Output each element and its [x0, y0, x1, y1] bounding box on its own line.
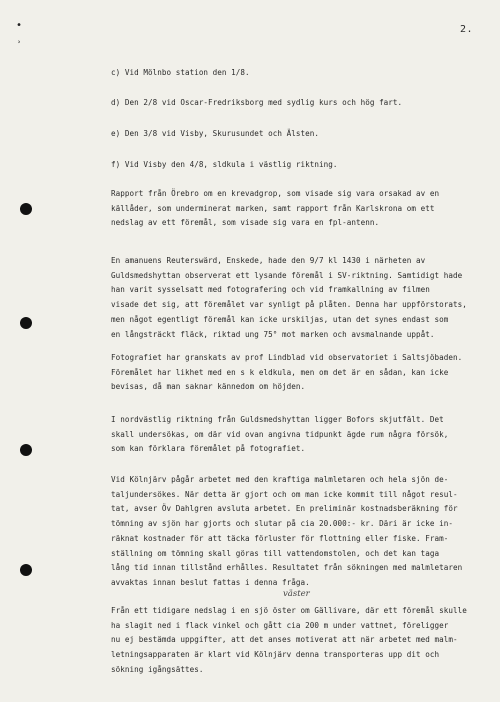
text-line: visade det sig, att föremålet var synligt på plåten. Denna har uppförstorats,	[111, 300, 467, 310]
margin-dot-mark: •	[16, 20, 23, 31]
text-line: tömning av sjön har gjorts och slutar på cia 20.000:- kr. Däri är icke in-	[111, 519, 454, 529]
text-line: bevisas, då man saknar kännedom om höjden.	[111, 382, 306, 392]
text-line: I nordvästlig riktning från Guldsmedshyttan ligger Bofors skjutfält. Det	[111, 415, 444, 424]
text-line: Vid Kölnjärv pågår arbetet med den kraftiga malmletaren och hela sjön de-	[111, 475, 449, 484]
paragraph	[111, 413, 497, 457]
text-line: taljundersökes. När detta är gjort och om man icke kommit till något resul-	[111, 489, 458, 499]
text-line: men något egentligt föremål kan icke urskiljas, utan det synes endast som	[111, 314, 449, 324]
text-line: han varit sysselsatt med fotografering och vid framkallning av filmen	[111, 285, 430, 295]
text-line: Fotografiet har granskats av prof Lindblad vid observatoriet i Saltsjöbaden.	[111, 353, 463, 362]
paragraph	[111, 604, 497, 678]
text-line: ha slagit ned i flack vinkel och gått cia 200 m under vattnet, föreligger	[111, 620, 449, 630]
text-line: Guldsmedshyttan observerat ett lysande föremål i SV-riktning. Samtidigt hade	[111, 270, 463, 280]
handwritten-correction: väster	[283, 589, 310, 599]
punch-hole	[20, 317, 32, 329]
text-line: lång tid innan tillstånd erhålles. Resultatet från sökningen med malmletaren	[111, 563, 463, 573]
text-line: En amanuens Reuterswärd, Enskede, hade den 9/7 kl 1430 i närheten av	[111, 256, 426, 265]
text-line: letningsapparaten är klart vid Kölnjärv denna transporteras upp dit och	[111, 650, 440, 660]
paragraph	[111, 254, 497, 342]
text-line: tat, avser Öv Dahlgren avsluta arbetet. En preliminär kostnadsberäkning för	[111, 504, 458, 514]
text-line: d) Den 2/8 vid Oscar-Fredriksborg med sydlig kurs och hög fart.	[111, 98, 403, 107]
text-line: räknat kostnader för att täcka förluster för flottning eller fiske. Fram-	[111, 533, 449, 543]
text-line: nu ej bestämda uppgifter, att det anses motiverat att när arbetet med malm-	[111, 635, 458, 645]
text-line: Från ett tidigare nedslag i en sjö öster om Gällivare, där ett föremål skulle	[111, 606, 467, 615]
text-line: avvaktas innan beslut fattas i denna fråga.	[111, 577, 310, 587]
margin-tick-mark: ʾ	[16, 40, 23, 51]
text-line: skall undersökas, om där vid ovan angivna tidpunkt ägde rum några försök,	[111, 429, 449, 439]
punch-hole	[20, 444, 32, 456]
text-line: en långsträckt fläck, riktad ung 75° mot marken och avsmalnande uppåt.	[111, 329, 435, 339]
text-line: e) Den 3/8 vid Visby, Skurusundet och Älsten.	[111, 129, 319, 138]
punch-hole	[20, 203, 32, 215]
text-line: som kan förklara föremålet på fotografiet.	[111, 444, 306, 454]
page-number: 2.	[460, 24, 474, 35]
text-line: f) Vid Visby den 4/8, sldkula i västlig riktning.	[111, 160, 338, 169]
text-line: Föremålet har likhet med en s k eldkula, men om det är en sådan, kan icke	[111, 367, 449, 377]
text-line: ställning om tömning skall göras till vattendomstolen, och det kan taga	[111, 548, 440, 558]
text-line: källåder, som underminerat marken, samt rapport från Karlskrona om ett	[111, 203, 435, 213]
punch-hole	[20, 564, 32, 576]
text-line: nedslag av ett föremål, som visade sig vara en fpl-antenn.	[111, 218, 380, 228]
paragraph	[111, 158, 497, 173]
text-line: c) Vid Mölnbo station den 1/8.	[111, 68, 250, 77]
text-line: sökning igångsättes.	[111, 664, 204, 674]
paragraph	[111, 66, 497, 81]
text-line: Rapport från Örebro om en krevadgrop, som visade sig vara orsakad av en	[111, 189, 440, 198]
paragraph	[111, 96, 497, 111]
paragraph	[111, 187, 497, 231]
paragraph	[111, 127, 497, 142]
paragraph	[111, 473, 497, 591]
paragraph	[111, 351, 497, 395]
